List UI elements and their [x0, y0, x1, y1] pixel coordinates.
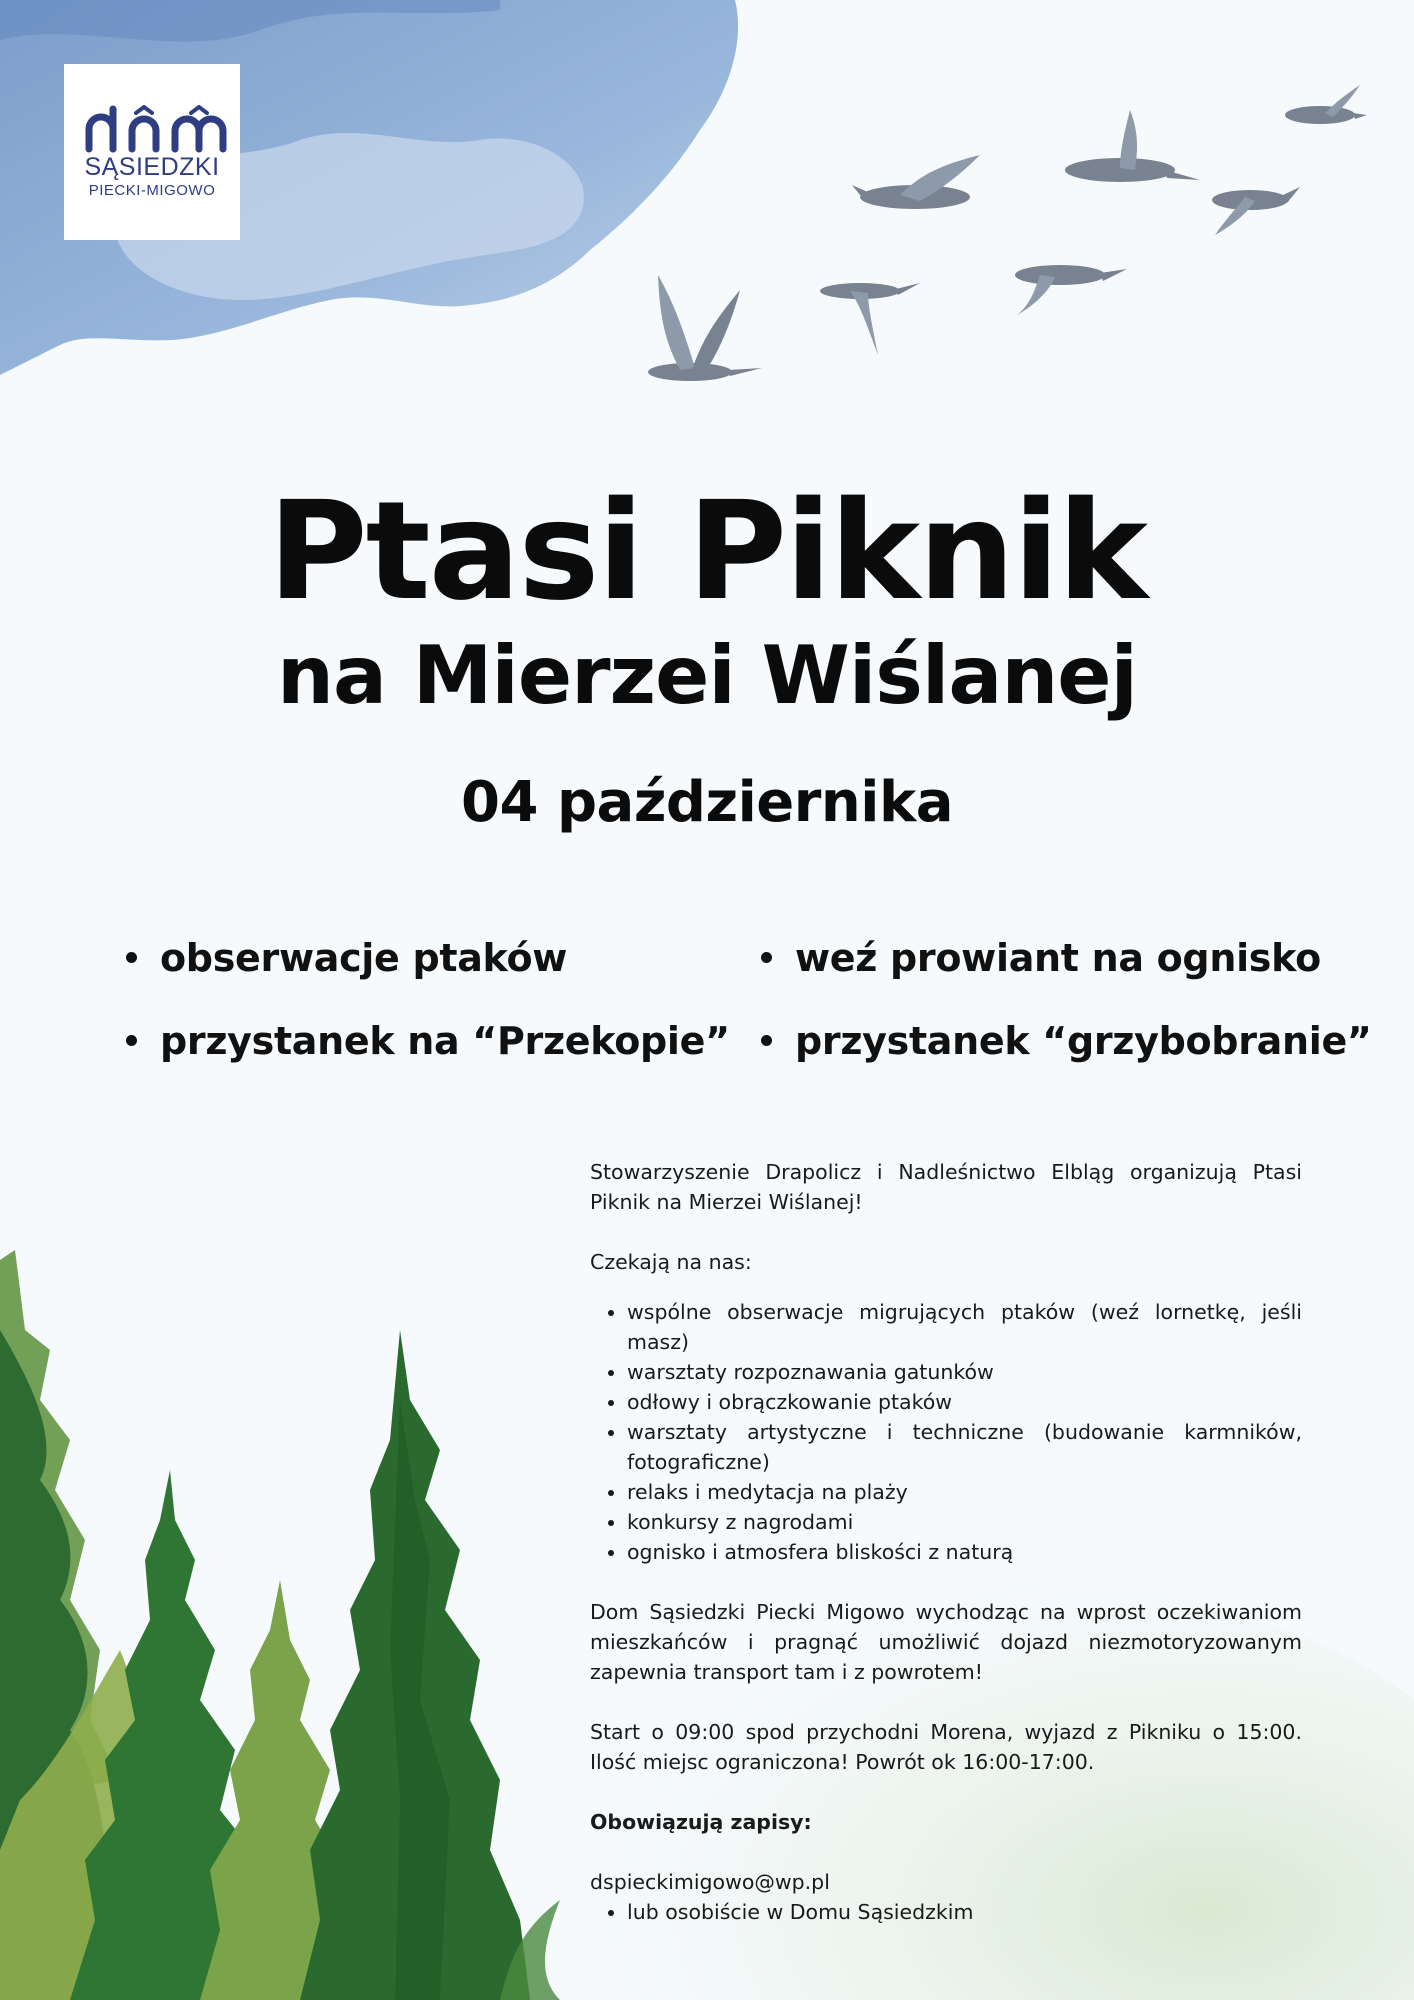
logo — [64, 64, 240, 240]
highlight-item — [126, 938, 567, 980]
goose-icon — [820, 283, 920, 355]
list-item: • wspólne obserwacje migrujących ptaków (weź lornetkę, jeśli masz) — [627, 1297, 1302, 1357]
bullet-icon — [761, 952, 772, 963]
signup-list — [590, 1897, 1302, 1927]
schedule-paragraph: Start o 09:00 spod przychodni Morena, wyjazd z Pikniku o 15:00. Ilość miejsc ograniczona! Powrót ok 16:00-17:00. — [590, 1720, 1302, 1774]
goose-icon — [648, 275, 762, 381]
list-item: • warsztaty artystyczne i techniczne (budowanie karmników, fotograficzne) — [627, 1417, 1302, 1477]
list-item: • konkursy z nagrodami — [627, 1507, 1302, 1537]
event-title: Ptasi Piknik — [268, 473, 1146, 631]
bullet-icon — [126, 1035, 137, 1046]
house-logo-icon — [77, 105, 227, 153]
goose-icon — [1212, 187, 1300, 235]
logo-line-1: SĄSIEDZKI — [84, 152, 220, 181]
transport-paragraph: Dom Sąsiedzki Piecki Migowo wychodząc na wprost oczekiwaniom mieszkańców i pragnąć umożliwić dojazd niezmotoryzowanym zapewnia transport tam i z powrotem! — [590, 1600, 1302, 1684]
event-date: 04 października — [461, 770, 953, 835]
highlight-text: przystanek “grzybobranie” — [795, 1019, 1372, 1063]
list-item: • ognisko i atmosfera bliskości z naturą — [627, 1537, 1302, 1567]
event-subtitle: na Mierzei Wiślanej — [277, 629, 1137, 722]
geese-flock — [648, 85, 1367, 381]
intro-paragraph: Stowarzyszenie Drapolicz i Nadleśnictwo Elbląg organizują Ptasi Piknik na Mierzei Wiślanej! — [590, 1160, 1302, 1214]
list-item: • warsztaty rozpoznawania gatunków — [627, 1357, 1302, 1387]
list-item: • relaks i medytacja na plaży — [627, 1477, 1302, 1507]
goose-icon — [1065, 110, 1200, 182]
highlight-text: weź prowiant na ognisko — [795, 936, 1321, 980]
logo-line-2: PIECKI-MIGOWO — [88, 181, 216, 199]
bullet-icon — [126, 952, 137, 963]
awaits-label: Czekają na nas: — [590, 1250, 752, 1274]
highlight-item — [126, 1021, 730, 1063]
highlight-item — [761, 938, 1321, 980]
goose-icon — [852, 155, 980, 209]
email-link[interactable]: dspieckimigowo@wp.pl — [590, 1870, 830, 1894]
attractions-list — [590, 1297, 1302, 1567]
goose-icon — [1015, 265, 1127, 315]
highlight-text: obserwacje ptaków — [160, 936, 568, 980]
list-item: • odłowy i obrączkowanie ptaków — [627, 1387, 1302, 1417]
highlight-item — [761, 1021, 1372, 1063]
event-description — [590, 1157, 1302, 1927]
bullet-icon — [761, 1035, 772, 1046]
signup-label: Obowiązują zapisy: — [590, 1810, 812, 1834]
forest-illustration — [0, 1250, 560, 2000]
goose-icon — [1285, 85, 1367, 124]
list-item: • lub osobiście w Domu Sąsiedzkim — [627, 1897, 1302, 1927]
highlight-text: przystanek na “Przekopie” — [160, 1019, 730, 1063]
